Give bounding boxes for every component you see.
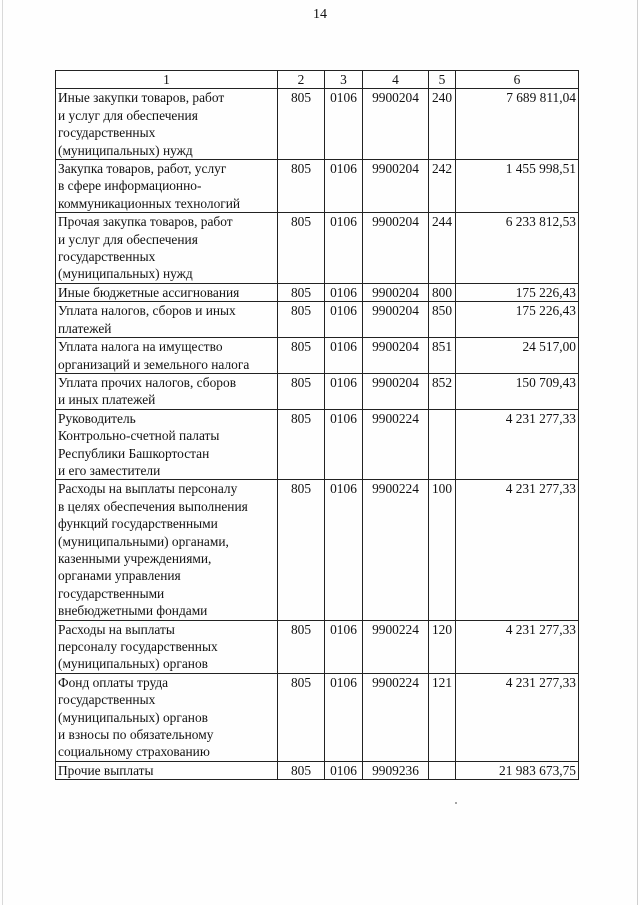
scan-right-edge <box>637 0 638 905</box>
item-name: Руководитель Контрольно-счетной палаты Республики Башкортостан и его заместители <box>56 409 278 480</box>
code-cell: 0106 <box>325 673 363 761</box>
code-cell: 805 <box>278 761 325 779</box>
header-row <box>56 71 579 89</box>
code-cell: 0106 <box>325 761 363 779</box>
code-cell: 9900204 <box>363 302 429 338</box>
table-row <box>56 673 579 761</box>
item-name: Прочие выплаты <box>56 761 278 779</box>
code-cell: 0106 <box>325 302 363 338</box>
table-row <box>56 213 579 284</box>
code-cell: 0106 <box>325 620 363 673</box>
code-cell: 0106 <box>325 338 363 374</box>
item-name: Фонд оплаты труда государственных (муниципальных) органов и взносы по обязательному социальному страхованию <box>56 673 278 761</box>
table-row <box>56 480 579 620</box>
code-cell: 805 <box>278 673 325 761</box>
code-cell: 0106 <box>325 480 363 620</box>
code-cell: 0106 <box>325 409 363 480</box>
table-row <box>56 160 579 213</box>
code-cell: 244 <box>429 213 456 284</box>
item-name: Закупка товаров, работ, услуг в сфере информационно- коммуникационных технологий <box>56 160 278 213</box>
code-cell: 0106 <box>325 283 363 301</box>
code-cell: 121 <box>429 673 456 761</box>
header-cell: 2 <box>278 71 325 89</box>
item-name: Уплата налогов, сборов и иных платежей <box>56 302 278 338</box>
code-cell: 852 <box>429 373 456 409</box>
code-cell: 0106 <box>325 213 363 284</box>
code-cell: 9900224 <box>363 409 429 480</box>
table-row <box>56 761 579 779</box>
header-cell: 3 <box>325 71 363 89</box>
code-cell <box>429 761 456 779</box>
amount-cell: 7 689 811,04 <box>456 89 579 160</box>
code-cell: 9900224 <box>363 480 429 620</box>
code-cell: 805 <box>278 409 325 480</box>
table-row <box>56 283 579 301</box>
code-cell: 0106 <box>325 89 363 160</box>
code-cell: 0106 <box>325 373 363 409</box>
code-cell: 805 <box>278 302 325 338</box>
amount-cell: 4 231 277,33 <box>456 409 579 480</box>
header-cell: 6 <box>456 71 579 89</box>
item-name: Расходы на выплаты персоналу в целях обеспечения выполнения функций государственными (муниципальными) органами, казенными учреждениями, органами управления государственными внебюджетными фондами <box>56 480 278 620</box>
table-row <box>56 373 579 409</box>
code-cell: 805 <box>278 373 325 409</box>
table-row <box>56 338 579 374</box>
code-cell: 800 <box>429 283 456 301</box>
table-row <box>56 89 579 160</box>
page-number: 14 <box>313 7 327 22</box>
header-cell: 1 <box>56 71 278 89</box>
code-cell: 805 <box>278 89 325 160</box>
scan-left-edge <box>2 0 3 905</box>
amount-cell: 6 233 812,53 <box>456 213 579 284</box>
code-cell <box>429 409 456 480</box>
code-cell: 805 <box>278 283 325 301</box>
item-name: Уплата налога на имущество организаций и земельного налога <box>56 338 278 374</box>
header-cell: 5 <box>429 71 456 89</box>
code-cell: 9909236 <box>363 761 429 779</box>
code-cell: 100 <box>429 480 456 620</box>
code-cell: 9900224 <box>363 620 429 673</box>
code-cell: 242 <box>429 160 456 213</box>
amount-cell: 175 226,43 <box>456 283 579 301</box>
code-cell: 9900204 <box>363 283 429 301</box>
code-cell: 9900224 <box>363 673 429 761</box>
code-cell: 120 <box>429 620 456 673</box>
code-cell: 850 <box>429 302 456 338</box>
code-cell: 805 <box>278 480 325 620</box>
amount-cell: 175 226,43 <box>456 302 579 338</box>
amount-cell: 150 709,43 <box>456 373 579 409</box>
amount-cell: 4 231 277,33 <box>456 480 579 620</box>
item-name: Иные закупки товаров, работ и услуг для обеспечения государственных (муниципальных) нужд <box>56 89 278 160</box>
header-cell: 4 <box>363 71 429 89</box>
amount-cell: 4 231 277,33 <box>456 620 579 673</box>
table-row <box>56 409 579 480</box>
table-row <box>56 620 579 673</box>
code-cell: 9900204 <box>363 160 429 213</box>
code-cell: 805 <box>278 620 325 673</box>
code-cell: 9900204 <box>363 89 429 160</box>
item-name: Расходы на выплаты персоналу государственных (муниципальных) органов <box>56 620 278 673</box>
item-name: Уплата прочих налогов, сборов и иных платежей <box>56 373 278 409</box>
code-cell: 851 <box>429 338 456 374</box>
scan-speck <box>455 802 457 804</box>
code-cell: 9900204 <box>363 373 429 409</box>
amount-cell: 1 455 998,51 <box>456 160 579 213</box>
code-cell: 240 <box>429 89 456 160</box>
item-name: Иные бюджетные ассигнования <box>56 283 278 301</box>
code-cell: 9900204 <box>363 213 429 284</box>
code-cell: 805 <box>278 338 325 374</box>
code-cell: 805 <box>278 160 325 213</box>
item-name: Прочая закупка товаров, работ и услуг для обеспечения государственных (муниципальных) нужд <box>56 213 278 284</box>
code-cell: 805 <box>278 213 325 284</box>
table-row <box>56 302 579 338</box>
code-cell: 0106 <box>325 160 363 213</box>
amount-cell: 24 517,00 <box>456 338 579 374</box>
code-cell: 9900204 <box>363 338 429 374</box>
budget-table <box>55 70 579 780</box>
amount-cell: 21 983 673,75 <box>456 761 579 779</box>
amount-cell: 4 231 277,33 <box>456 673 579 761</box>
